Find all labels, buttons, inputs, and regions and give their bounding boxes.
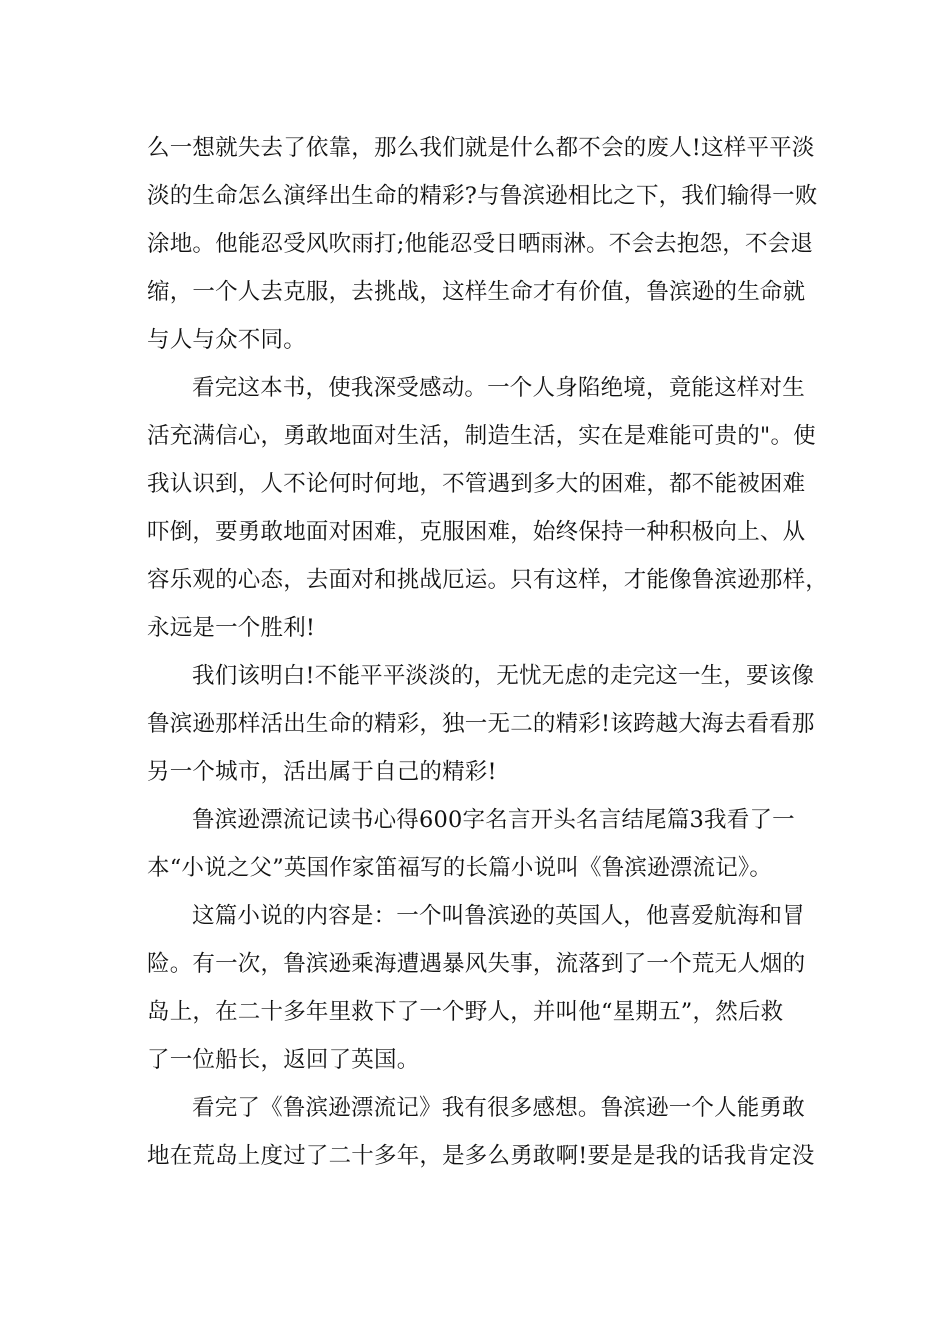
- text-line: 险。有一次，鲁滨逊乘海遭遇暴风失事，流落到了一个荒无人烟的: [147, 951, 806, 977]
- text-line: 另一个城市，活出属于自己的精彩!: [147, 759, 497, 785]
- paragraph-first-line: 这篇小说的内容是：一个叫鲁滨逊的英国人，他喜爱航海和冒: [192, 903, 805, 929]
- text-line: 永远是一个胜利!: [147, 615, 316, 641]
- text-line: 鲁滨逊那样活出生命的精彩，独一无二的精彩!该跨越大海去看看那: [147, 711, 815, 737]
- text-line: 了一位船长，返回了英国。: [147, 1047, 420, 1073]
- text-line: 容乐观的心态，去面对和挑战厄运。只有这样，才能像鲁滨逊那样，: [147, 567, 829, 593]
- text-line: 涂地。他能忍受风吹雨打;他能忍受日晒雨淋。不会去抱怨，不会退: [147, 231, 814, 257]
- text-line: 岛上，在二十多年里救下了一个野人，并叫他“星期五”，然后救: [147, 999, 784, 1025]
- paragraph-first-line: 我们该明白!不能平平淡淡的，无忧无虑的走完这一生，要该像: [192, 663, 815, 689]
- paragraph-first-line: 看完了《鲁滨逊漂流记》我有很多感想。鲁滨逊一个人能勇敢: [192, 1095, 805, 1121]
- paragraph-first-line: 看完这本书，使我深受感动。一个人身陷绝境，竟能这样对生: [192, 375, 805, 401]
- text-line: 本“小说之父”英国作家笛福写的长篇小说叫《鲁滨逊漂流记》。: [147, 855, 773, 881]
- document-body: [147, 124, 829, 1180]
- text-line: 么一想就失去了依靠，那么我们就是什么都不会的废人!这样平平淡: [147, 135, 815, 161]
- text-line: 我认识到，人不论何时何地，不管遇到多大的困难，都不能被困难: [147, 471, 806, 497]
- text-line: 活充满信心，勇敢地面对生活，制造生活，实在是难能可贵的"。使: [147, 423, 816, 449]
- text-line: 淡的生命怎么演绎出生命的精彩?与鲁滨逊相比之下，我们输得一败: [147, 183, 818, 209]
- text-line: 地在荒岛上度过了二十多年，是多么勇敢啊!要是是我的话我肯定没: [147, 1143, 815, 1169]
- text-line: 吓倒，要勇敢地面对困难，克服困难，始终保持一种积极向上、从: [147, 519, 806, 545]
- text-line: 缩，一个人去克服，去挑战，这样生命才有价值，鲁滨逊的生命就: [147, 279, 806, 305]
- paragraph-first-line: 鲁滨逊漂流记读书心得600字名言开头名言结尾篇3我看了一: [192, 807, 795, 833]
- text-line: 与人与众不同。: [147, 327, 306, 353]
